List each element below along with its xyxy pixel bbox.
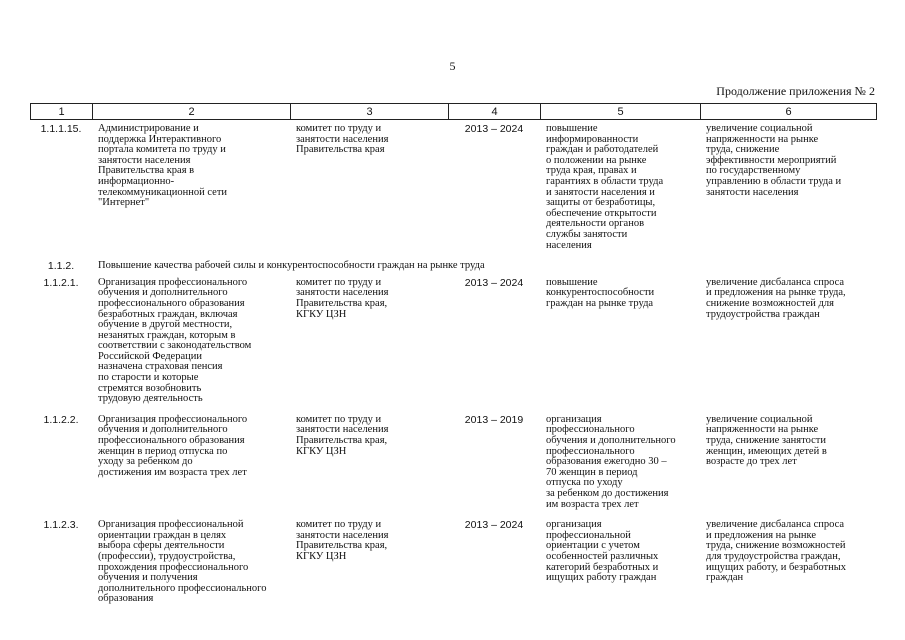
column-header-6: 6 [701,104,877,120]
period: 2013 – 2024 [464,123,524,135]
section-number: 1.1.2. [47,260,75,273]
table-row [30,124,876,251]
consequence: увеличение социальной напряженности на рынке труда, снижение эффективности мероприятий по государственному управлению в области труда и занятости населения [706,123,842,198]
column-header-5: 5 [541,104,701,120]
expected-result: повышение информированности граждан и работодателей о положении на рынке труда края, правах и гарантиях в области труда и занятости населения и защиты от безработицы, обеспечение открытости деятельности органов службы занятости населения [546,123,664,251]
continuation-note: Продолжение приложения № 2 [716,84,875,98]
item-number: 1.1.1.15. [40,123,82,135]
period: 2013 – 2019 [464,413,524,426]
activity-name: Администрирование и поддержка Интерактивного портала комитета по труду и занятости населения Правительства края в информационно- телекоммуникационной сети "Интернет" [98,123,228,209]
expected-result: повышение конкурентоспособности граждан на рынке труда [546,276,655,309]
activity-name: Организация профессионального обучения и дополнительного профессионального образования женщин в период отпуска по уходу за ребенком до достижения им возраста трех лет [98,413,248,478]
period: 2013 – 2024 [464,276,524,289]
consequence: увеличение дисбаланса спроса и предложения на рынке труда, снижение возможностей для трудоустройства граждан, ищущих работу, и безработных граждан [706,519,847,584]
expected-result: организация профессиональной ориентации с учетом особенностей различных категорий безработных и ищущих работу граждан [546,519,659,584]
activity-name: Организация профессиональной ориентации граждан в целях выбора сферы деятельности (профессии), трудоустройства, прохождения профессионального обучения и получения дополнительного профессионального образования [98,519,267,605]
executor: комитет по труду и занятости населения Правительства края, КГКУ ЦЗН [296,519,389,562]
section-row [30,261,876,272]
page-number: 5 [449,59,456,73]
item-number: 1.1.2.3. [43,519,79,532]
period: 2013 – 2024 [464,519,524,532]
table-row [30,520,876,605]
column-number-header [30,103,877,120]
table-row [30,415,876,510]
executor: комитет по труду и занятости населения Правительства края [296,123,389,156]
executor: комитет по труду и занятости населения Правительства края, КГКУ ЦЗН [296,276,389,320]
consequence: увеличение социальной напряженности на рынке труда, снижение занятости женщин, имеющих детей в возрасте до трех лет [706,413,827,468]
table-body [30,124,876,615]
table-row [30,278,876,405]
executor: комитет по труду и занятости населения Правительства края, КГКУ ЦЗН [296,413,389,457]
column-header-1: 1 [31,104,93,120]
column-header-3: 3 [291,104,449,120]
item-number: 1.1.2.1. [43,276,79,289]
column-header-4: 4 [449,104,541,120]
section-title: Повышение качества рабочей силы и конкурентоспособности граждан на рынке труда [98,260,485,272]
expected-result: организация профессионального обучения и дополнительного профессионального образования ежегодно 30 – 70 женщин в период отпуска по уходу за ребенком до достижения им возраста трех лет [546,413,676,510]
column-header-2: 2 [93,104,291,120]
consequence: увеличение дисбаланса спроса и предложения на рынке труда, снижение возможностей для трудоустройства граждан [706,276,846,320]
activity-name: Организация профессионального обучения и дополнительного профессионального образования безработных граждан, включая обучение в другой местности, незанятых граждан, которым в соответствии с законодательством Российской Федерации назначена страховая пенсия по старости и которые стремятся возобновить трудовую деятельность [98,276,252,405]
item-number: 1.1.2.2. [43,413,79,426]
